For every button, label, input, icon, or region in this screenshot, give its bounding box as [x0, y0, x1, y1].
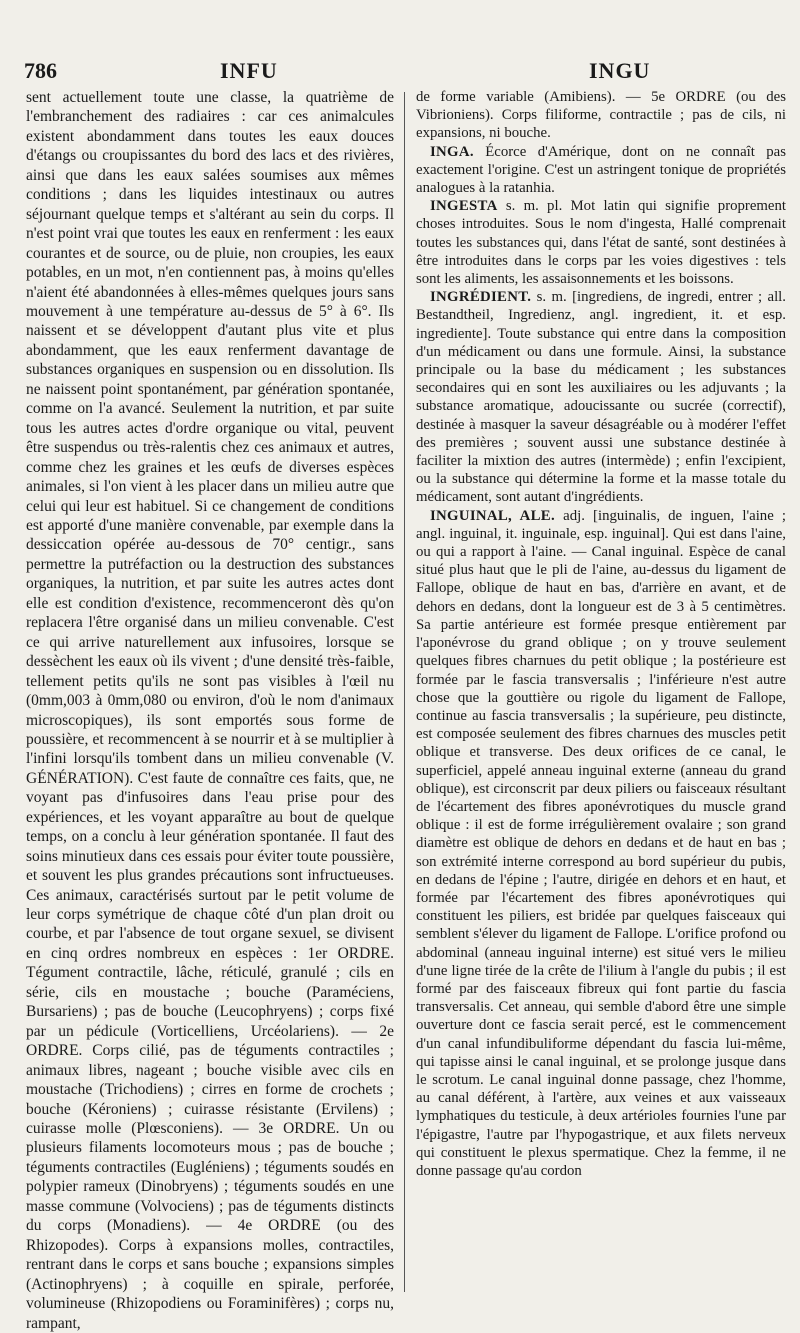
headword: INGRÉDIENT.: [430, 289, 532, 306]
right-running-head: INGU: [589, 58, 651, 83]
left-column-text: sent actuellement toute une classe, la quatrième de l'embranchement des radiaires : car ces animalcules existent abondamment dans toutes les eaux douces d'étangs ou croupissantes du bord des lacs et des rivières, ainsi que dans les eaux salées soumises aux mêmes conditions ; dans les liquides intestinaux ou autres séjournant quelque temps et s'altérant au sein du corps. Il n'est point vrai que toutes les eaux en renferment : les eaux courantes et de source, ou de pluie, non croupies, les eaux potables, en un mot, n'en contiennent pas, à moins qu'elles n'aient été abandonnées à elles-mêmes quelques jours sans mouvement à une température au-dessus de 5° à 6°. Ils naissent et se développent d'autant plus vite et plus abondamment, que les eaux renferment davantage de substances organiques en suspension ou en dissolution. Ils ne naissent point spontanément, par génération spontanée, comme on l'a avancé. Seulement la nutrition, et par suite tous les autres actes d'ordre organique ou vital, peuvent être suspendus ou très-ralentis chez ces animaux et autres, comme chez les graines et les œufs de diverses espèces animales, si l'on vient à les placer dans un milieu autre que celui qui leur est habituel. Si ce changement de conditions est apporté d'une manière convenable, par exemple dans la dessiccation opérée au-dessous de 70° centigr., sans permettre la putréfaction ou la destruction des substances organiques, la nutrition, et par suite les autres actes dont elle est condition d'existence, recommenceront dès qu'on replacera l'être organisé dans un milieu convenable. C'est ce qui arrive naturellement aux infusoires, lorsque se dessèchent les eaux où ils vivent ; d'une densité très-faible, tellement petits qu'ils ne sont pas visibles à l'œil nu (0mm,003 à 0mm,080 ou environ, d'où le nom d'animaux microscopiques), ils sont emportés sous forme de poussière, et recommencent à se nourrir et à se multiplier à l'infini lorsqu'ils tombent dans un milieu convenable (V. GÉNÉRATION). C'est faute de connaître ces faits, que, ne voyant pas d'infusoires dans l'eau prise pour des expériences, et les voyant apparaître au bout de quelque temps, on a conclu à leur génération spontanée. Il faut des soins minutieux dans ces essais pour éviter toute poussière, et souvent les plus grandes précautions sont infructueuses. Ces animaux, caractérisés surtout par le petit volume de leur corps symétrique de chaque côté d'un plan droit ou courbe, et par l'absence de tout organe sexuel, se divisent en cinq ordres nombreux en espèces : 1er ORDRE. Tégument contractile, lâche, réticulé, granulé ; cils en série, cils en moustache ; bouche (Paraméciens, Bursariens) ; pas de bouche (Leucophryens) ; corps fixé par un pédicule (Vorticelliens, Urcéolariens). — 2e ORDRE. Corps cilié, pas de téguments contractiles ; animaux libres, nageant ; bouche visible avec cils en moustache (Trichodiens) ; cirres en forme de crochets ; bouche (Kéroniens) ; cuirasse résistante (Ervilens) ; cuirasse molle (Plœsconiens). — 3e ORDRE. Un ou plusieurs filaments locomoteurs mous ; pas de bouche ; téguments contractiles (Eugléniens) ; téguments soudés en polypier rameux (Dinobryens) ; téguments soudés en une masse commune (Volvociens) ; pas de téguments distincts du corps (Monadiens). — 4e ORDRE (ou des Rhizopodes). Corps à expansions molles, contractiles, rentrant dans le corps et sans bouche ; expansions simples (Actinophryens) ; à coquille en spirale, perforée, volumineuse (Rhizopodiens ou Foraminifères) ; corps nu, rampant,: [26, 89, 394, 1332]
entry-inguinal: [416, 507, 786, 1181]
entry-text: s. m. [ingrediens, de ingredi, entrer ; all. Bestandtheil, Ingredienz, angl. ingredient, it. et esp. ingrediente]. Toute substance qui entre dans la composition d'un médicament ou dans une formule. Ainsi, la substance principale ou la base du médicament ; les substances secondaires qui en sont les auxiliaires ou les adjuvants ; la substance aromatique, adoucissante ou sucrée (correctif), destinée à masquer la saveur désagréable ou à modérer l'effet des premières ; souvent aussi une substance destinée à faciliter la mixtion des autres (intermède) ; enfin l'excipient, ou la substance qui détermine la forme et la masse totale du médicament, sont autant d'ingrédients.: [416, 289, 786, 506]
headword: INGA.: [430, 143, 474, 160]
entry-ingredient: [416, 288, 786, 506]
headword: INGUINAL, ALE.: [430, 507, 555, 524]
headword: INGESTA: [430, 198, 498, 215]
continuation-text: de forme variable (Amibiens). — 5e ORDRE (ou des Vibrioniens). Corps filiforme, contractile ; pas de cils, ni expansions, ni bouche.: [416, 89, 786, 142]
left-running-head: INFU: [220, 58, 278, 83]
entry-text: s. m. pl. Mot latin qui signifie proprement choses introduites. Sous le nom d'ingesta, Hallé comprenait toutes les substances qui, dans l'état de santé, sont destinées à être introduites dans le corps par les voies digestives : tels sont les aliments, les assaisonnements et les boissons.: [416, 198, 787, 288]
left-column: [26, 88, 394, 1333]
column-divider: [404, 92, 405, 1292]
entry-ingesta: [416, 197, 786, 288]
entry-text: Écorce d'Amérique, dont on ne connaît pas exactement l'origine. C'est un astringent tonique de propriétés analogues à la ratanhia.: [416, 143, 786, 197]
entry-inga: [416, 143, 786, 198]
page-number: 786: [24, 58, 57, 83]
entry-text: adj. [inguinalis, de inguen, l'aine ; angl. inguinal, it. inguinale, esp. inguinal]. Qui est dans l'aine, ou qui a rapport à l'aine. — Canal inguinal. Espèce de canal situé plus haut que le pli de l'aine, au-dessus du ligament de Fallope, oblique de haut en bas, d'arrière en avant, et de dehors en dedans, dont la longueur est de 3 à 5 centimètres. Sa partie antérieure est formée presque entièrement par l'aponévrose du grand oblique ; on y trouve seulement quelques fibres charnues du petit oblique ; la postérieure est formée par le fascia transversalis ; l'inférieure n'est autre chose que la gouttière ou rigole du ligament de Fallope, continue au fascia transversalis ; la supérieure, peu distincte, est composée seulement des fibres charnues des muscles petit oblique et transverse. Des deux orifices de ce canal, le superficiel, appelé anneau inguinal externe (anneau du grand oblique), est circonscrit par deux piliers ou faisceaux résultant de l'écartement des fibres aponévrotiques du muscle grand oblique : il est de forme irrégulièrement ovalaire ; son grand diamètre est oblique de dehors en dedans et de haut en bas ; son extrémité interne correspond au bord supérieur du pubis, en dedans de l'épine ; l'autre, dirigée en dehors et en haut, et formée par l'écartement des fibres aponévrotiques qui constituent les piliers, est bridée par quelques faisceaux qui semblent s'élever du ligament de Fallope. L'orifice profond ou abdominal (anneau inguinal interne) est situé vers le milieu d'une ligne tirée de la crête de l'ilium à l'angle du pubis ; il est formé par des faisceaux fibreux qui font partie du fascia transversalis. Cet anneau, qui semble d'abord être une simple ouverture dont ce fascia serait percé, est le commencement d'un canal infundibuliforme dépendant du fascia lui-même, qui tapisse ainsi le canal inguinal, et se prolonge jusque dans le scrotum. Le canal inguinal donne passage, chez l'homme, au canal déférent, à l'artère, aux veines et aux vaisseaux lymphatiques du testicule, à deux artérioles fournies l'une par l'épigastre, l'autre par l'hypogastrique, et aux filets nerveux qui constituent le plexus spermatique. Chez la femme, il ne donne passage qu'au cordon: [416, 507, 787, 1179]
right-column: [416, 88, 786, 1180]
running-header: [24, 52, 780, 90]
